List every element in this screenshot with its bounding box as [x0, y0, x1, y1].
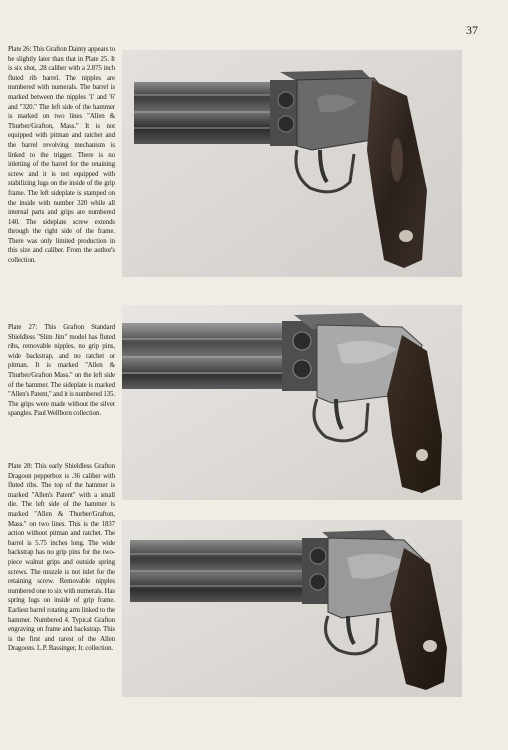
plate-28-caption: Plate 28: This early Shieldless Grafton Dragoon pepperbox is .36 caliber with fluted ribs. The top of the hammer is marked "Allen's Patent" with a small die. The left side of the hammer is marked "Allen & Thurber/Grafton, Mass." on two lines. This is the 1837 action without pitman and ratchet. The barrel is 5.75 inches long. The wide backstrap has no grip pins for the two-piece walnut grips and outside spring screws. The muzzle is not inlet for the retaining screw. Removable nipples numbered one to six with numerals. Has spring lugs on inside of grip frame. Earliest barrel rotating arm linked to the hammer. Numbered 4. Typical Grafton engraving on frame and backstrap. This is the first and rarest of the Allen Dragoons. L.P. Bassinger, Jr. collection.	[8, 463, 115, 653]
plate-28-photo	[122, 520, 462, 697]
pepperbox-pistol-photo-icon	[122, 520, 462, 697]
plate-26-caption: Plate 26: This Grafton Dainty appears to be slightly later than that in Plate 25. It is six shot, .28 caliber with a 2.875 inch fluted rib barrel. The nipples are numbered with numerals. The barrel is marked between the nipples '1' and '6' and "320." The left side of the hammer is marked on two lines "Allen & Thurber/Grafton, Mass." It is not equipped with pitman and ratchet and the barrel revolving mechanism is linked to the trigger. There is no inletting of the barrel for the retaining screw and it is not equipped with stabilizing lugs on the inside of the grip frame. The left sideplate is stamped on the inside with number 320 while all internal parts and grips are numbered 140. The sideplate screw extends through the right side of the frame. There was only limited production in this size and caliber. From the author's collection.	[8, 46, 115, 265]
plate-27-caption: Plate 27: This Grafton Standard Shieldless "Slim Jim" model has fluted ribs, removable nipples, no grip pins, wide backstrap, and no ratchet or pitman. It is marked "Allen & Thurber/Grafton Mass." on the left side of the hammer. The sideplate is marked "Allen's Patent," and it is numbered 135. The grips were made without the silver spangles. Paul Wellborn collection.	[8, 324, 115, 418]
pepperbox-pistol-photo-icon	[122, 305, 462, 500]
plate-26-photo	[122, 50, 462, 277]
pepperbox-pistol-photo-icon	[122, 50, 462, 277]
plate-27-photo	[122, 305, 462, 500]
page-number: 37	[466, 23, 478, 37]
